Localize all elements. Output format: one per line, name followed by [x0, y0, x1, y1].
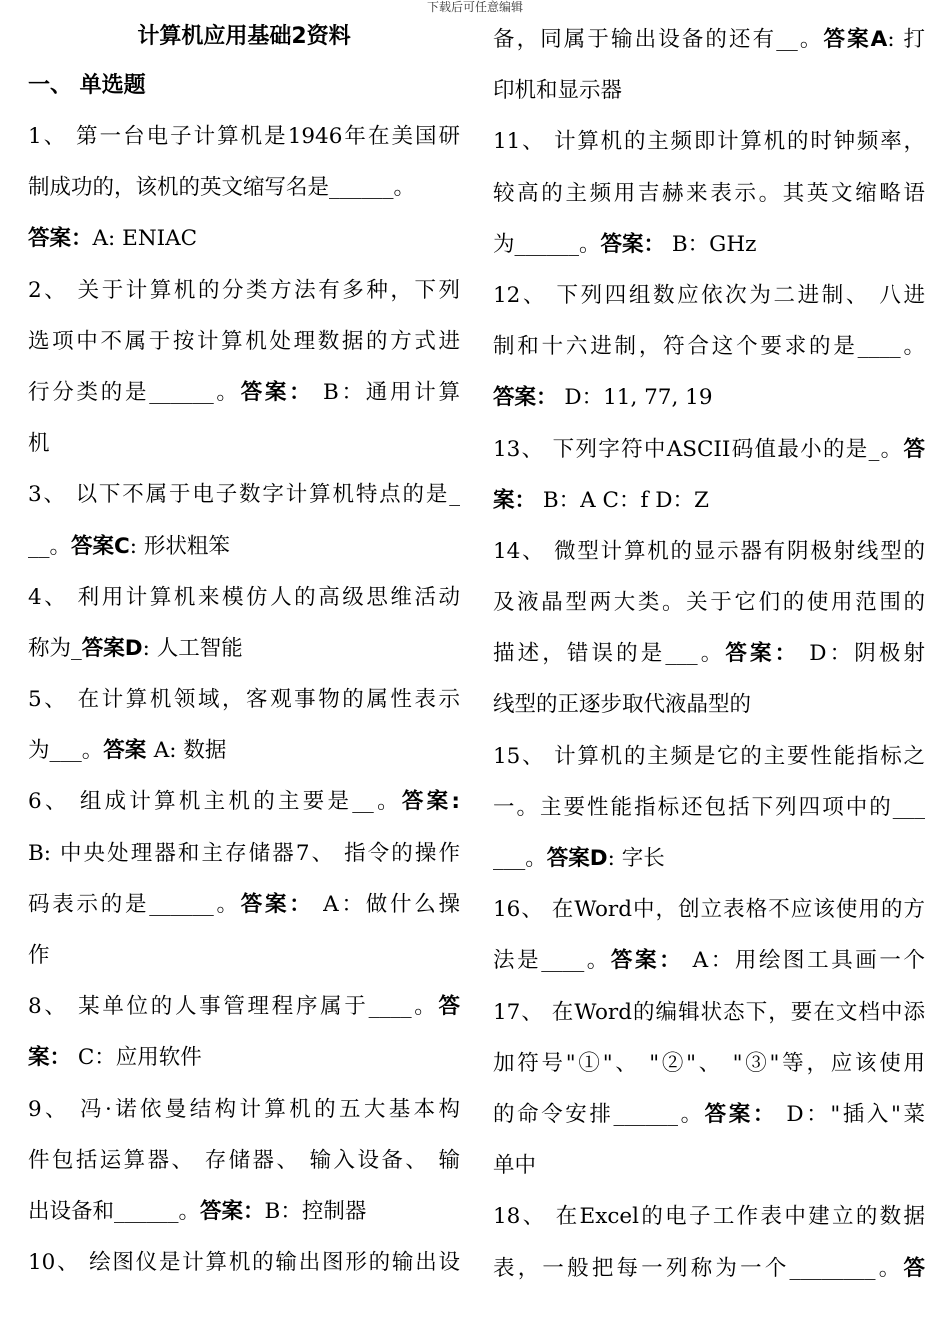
answer-label: 案：	[28, 1045, 72, 1071]
text-segment: 9、 冯·诺依曼结构计算机的五大基本构	[28, 1096, 460, 1122]
text-segment: 制和十六进制，符合这个要求的是____。	[493, 334, 925, 360]
text-segment: 件包括运算器、 存储器、 输入设备、 输	[28, 1147, 460, 1173]
text-line	[28, 930, 460, 981]
text-segment: 一。主要性能指标还包括下列四项中的___	[493, 794, 925, 820]
text-segment: 行分类的是______。	[28, 379, 241, 405]
text-segment: 12、 下列四组数应依次为二进制、 八进	[493, 282, 925, 308]
text-segment: 出设备和______。	[28, 1198, 201, 1224]
text-line	[28, 1135, 460, 1186]
text-segment: 制成功的，该机的英文缩写名是______。	[28, 175, 416, 201]
text-segment: 1、 第一台电子计算机是1946年在美国研	[28, 124, 460, 149]
text-segment: B：GHz	[665, 231, 757, 257]
text-line	[28, 469, 460, 520]
text-segment: 表，一般把每一列称为一个________。	[493, 1255, 904, 1281]
text-segment: 18、 在Excel的电子工作表中建立的数据	[493, 1204, 925, 1230]
text-segment: 3、 以下不属于电子数字计算机特点的是_	[28, 482, 460, 508]
text-segment: 的命令安排______。	[493, 1101, 705, 1127]
text-line	[493, 935, 925, 986]
text-segment: A：做什么操	[313, 891, 460, 917]
text-line	[493, 116, 925, 167]
text-segment: : 字长	[607, 846, 665, 871]
text-segment: B: 中央处理器和主存储器7、 指令的操作	[28, 840, 460, 866]
text-segment: B：控制器	[264, 1198, 367, 1224]
answer-label: 答	[903, 436, 925, 462]
text-segment: 4、 利用计算机来模仿人的高级思维活动	[28, 584, 460, 610]
text-segment: 17、 在Word的编辑状态下，要在文档中添	[493, 999, 925, 1025]
text-segment: 16、 在Word中，创立表格不应该使用的方	[493, 897, 925, 923]
answer-label: 答	[438, 994, 460, 1020]
text-line	[28, 265, 460, 316]
text-segment: 备，同属于输出设备的还有__。	[493, 27, 824, 52]
text-line	[493, 1038, 925, 1089]
text-line	[28, 981, 460, 1032]
text-segment: D：阴极射	[799, 641, 925, 667]
answer-label: 答案D	[546, 846, 608, 871]
answer-label: 答案：	[600, 231, 666, 257]
text-segment: 较高的主频用吉赫来表示。其英文缩略语	[493, 180, 925, 206]
text-line	[493, 372, 925, 423]
text-line	[493, 14, 925, 65]
text-line	[493, 884, 925, 935]
right-column	[493, 14, 925, 1294]
text-line	[493, 782, 925, 833]
text-line	[28, 1032, 460, 1083]
text-line	[493, 1140, 925, 1191]
text-segment: 选项中不属于按计算机处理数据的方式进	[28, 328, 460, 354]
text-segment: : 形状粗笨	[129, 533, 230, 559]
text-line	[493, 1191, 925, 1242]
answer-label: 答案A	[823, 27, 888, 52]
text-segment: 加符号"①"、 "②"、 "③"等，应该使用	[493, 1050, 925, 1076]
text-segment: 及液晶型两大类。关于它们的使用范围的	[493, 590, 925, 616]
answer-label: 答案：	[610, 948, 684, 974]
text-segment: 作	[28, 943, 50, 968]
text-segment: 码表示的是______。	[28, 891, 241, 917]
text-segment: 线型的正逐步取代液晶型的	[493, 692, 752, 718]
answer-label: 答案D	[81, 635, 143, 661]
answer-label: 答案：	[493, 385, 558, 411]
left-text-lines	[28, 111, 460, 1288]
text-segment: 为______。	[493, 231, 601, 257]
text-segment: 11、 计算机的主频即计算机的时钟频率，	[493, 129, 925, 155]
text-segment: A：用绘图工具画一个	[683, 948, 925, 974]
text-line	[28, 316, 460, 367]
text-line	[28, 1237, 460, 1288]
text-line	[28, 213, 460, 264]
text-segment: 8、 某单位的人事管理程序属于____。	[28, 994, 439, 1020]
text-line	[493, 1089, 925, 1140]
text-segment: 5、 在计算机领域，客观事物的属性表示	[28, 687, 460, 713]
text-segment: : 人工智能	[142, 635, 243, 661]
text-line	[493, 475, 925, 526]
text-segment: __。	[28, 533, 72, 559]
text-segment: A: 数据	[153, 738, 227, 764]
answer-label: 答案C	[71, 533, 130, 559]
text-line	[493, 833, 925, 884]
text-segment: 描述，错误的是___。	[493, 641, 726, 667]
text-segment: ___。	[493, 846, 547, 871]
text-segment: 印机和显示器	[493, 78, 623, 104]
text-segment: : 打	[887, 27, 925, 52]
text-line	[493, 731, 925, 782]
answer-label: 答案：	[704, 1101, 777, 1127]
text-line	[28, 418, 460, 469]
text-line	[493, 987, 925, 1038]
text-line	[493, 321, 925, 372]
text-segment: 6、 组成计算机主机的主要是__。	[28, 789, 402, 815]
text-line	[493, 168, 925, 219]
text-segment: 10、 绘图仪是计算机的输出图形的输出设	[28, 1250, 460, 1276]
section-heading: 一、 单选题	[28, 73, 146, 98]
text-segment: 13、 下列字符中ASCII码值最小的是_。	[493, 436, 904, 462]
answer-label: 答案：	[240, 379, 314, 405]
answer-label: 答案:	[401, 789, 460, 815]
text-segment: D：11, 77, 19	[557, 385, 713, 411]
text-line	[493, 219, 925, 270]
text-segment: 15、 计算机的主频是它的主要性能指标之	[493, 743, 925, 769]
text-segment: 为___。	[28, 738, 104, 764]
text-line	[28, 572, 460, 623]
text-segment: A: ENIAC	[92, 226, 198, 252]
text-line	[28, 521, 460, 572]
text-line	[493, 424, 925, 475]
text-segment: 称为_	[28, 635, 82, 661]
answer-label: 答案：	[200, 1198, 265, 1224]
text-line	[493, 628, 925, 679]
text-segment: 机	[28, 431, 50, 457]
text-line	[493, 577, 925, 628]
answer-label: 答案：	[240, 891, 314, 917]
text-line	[28, 674, 460, 725]
text-line	[28, 111, 460, 162]
answer-label: 案：	[493, 487, 537, 513]
text-line	[28, 776, 460, 827]
answer-label: 答	[903, 1255, 925, 1281]
text-segment: D："插入"菜	[776, 1101, 925, 1127]
text-line	[28, 623, 460, 674]
right-text-lines	[493, 14, 925, 1294]
text-line	[28, 828, 460, 879]
text-segment: 2、 关于计算机的分类方法有多种，下列	[28, 277, 460, 303]
text-segment: B：通用计算	[313, 379, 460, 405]
document-title: 计算机应用基础2资料	[137, 24, 351, 49]
text-line	[28, 162, 460, 213]
text-line	[28, 725, 460, 776]
text-line	[493, 270, 925, 321]
answer-label: 答案	[103, 738, 154, 764]
text-line	[493, 1243, 925, 1294]
left-column	[28, 14, 460, 1288]
text-line	[493, 65, 925, 116]
answer-label: 答案：	[28, 226, 93, 252]
text-segment: B：A C：f D：Z	[536, 487, 709, 513]
text-line	[28, 367, 460, 418]
text-line	[28, 879, 460, 930]
text-line	[28, 1084, 460, 1135]
text-segment: C：应用软件	[71, 1045, 202, 1071]
text-segment: 法是____。	[493, 948, 611, 974]
text-segment: 单中	[493, 1153, 537, 1179]
text-line	[28, 1186, 460, 1237]
page-header-note: 下载后可任意编辑	[426, 0, 523, 14]
text-segment: 14、 微型计算机的显示器有阴极射线型的	[493, 538, 925, 564]
answer-label: 答案：	[725, 641, 800, 667]
text-line	[493, 526, 925, 577]
text-line	[493, 679, 925, 730]
